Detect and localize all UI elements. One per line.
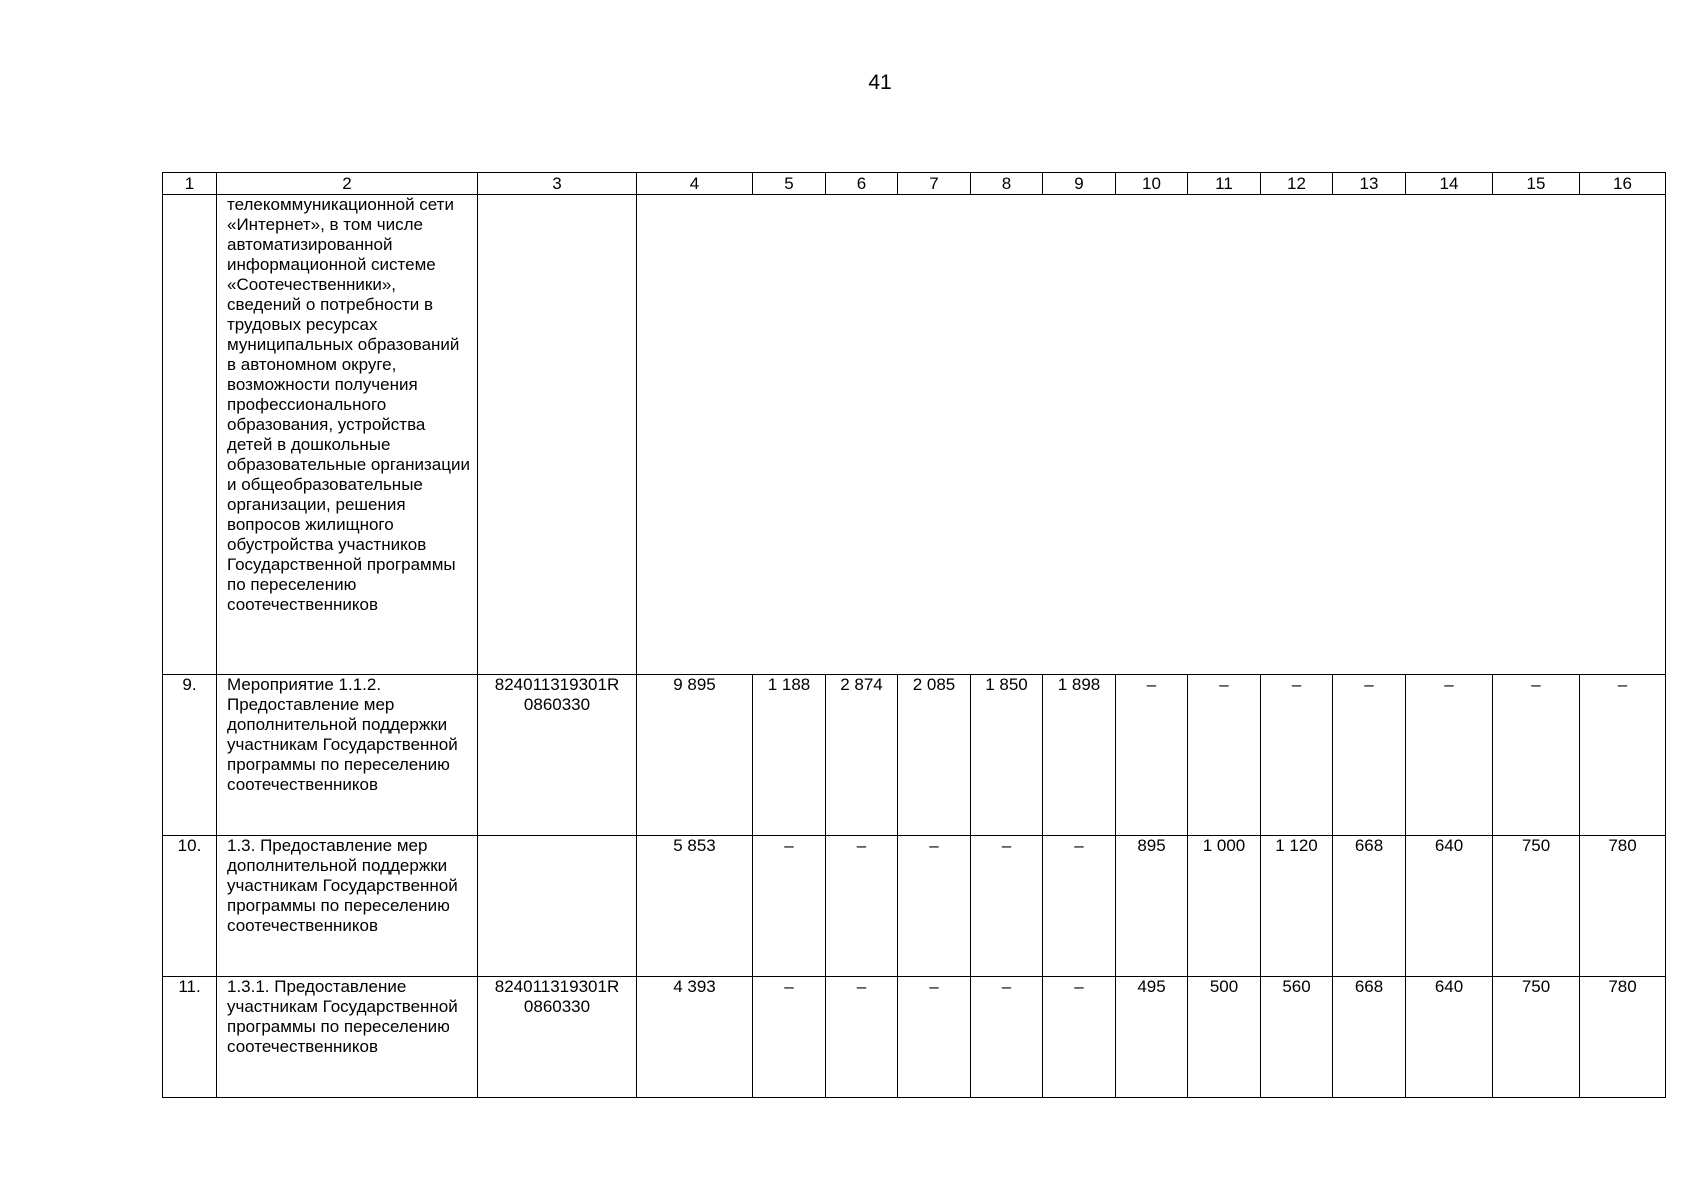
value-cell: –	[826, 977, 898, 1098]
header-cell: 14	[1406, 173, 1493, 195]
value-cell: –	[1261, 675, 1333, 836]
header-cell: 9	[1043, 173, 1116, 195]
header-cell: 4	[637, 173, 753, 195]
row-number-cell: 9.	[163, 675, 217, 836]
value-cell: –	[898, 836, 971, 977]
value-cell: –	[1188, 675, 1261, 836]
value-cell: 2 874	[826, 675, 898, 836]
value-cell: 5 853	[637, 836, 753, 977]
header-cell: 12	[1261, 173, 1333, 195]
value-cell: 4 393	[637, 977, 753, 1098]
row-code-cell	[478, 195, 637, 675]
value-cell: 560	[1261, 977, 1333, 1098]
value-cell: –	[898, 977, 971, 1098]
value-cell: 640	[1406, 836, 1493, 977]
value-cell: 668	[1333, 836, 1406, 977]
header-cell: 15	[1493, 173, 1580, 195]
row-description-cell: 1.3.1. Предоставление участникам Государственной программы по переселению соотечественников	[217, 977, 478, 1098]
value-cell: 750	[1493, 836, 1580, 977]
value-cell: –	[1493, 675, 1580, 836]
value-cell: 1 000	[1188, 836, 1261, 977]
value-cell: 1 120	[1261, 836, 1333, 977]
budget-table	[162, 172, 1666, 1098]
value-cell: 1 188	[753, 675, 826, 836]
row-number-cell: 10.	[163, 836, 217, 977]
table-row	[163, 836, 1666, 977]
row-values-empty-cell	[637, 195, 1666, 675]
header-cell: 11	[1188, 173, 1261, 195]
value-cell: –	[1406, 675, 1493, 836]
header-row	[163, 173, 1666, 195]
row-code-cell	[478, 836, 637, 977]
table-row	[163, 977, 1666, 1098]
value-cell: 495	[1116, 977, 1188, 1098]
value-cell: 895	[1116, 836, 1188, 977]
value-cell: 1 898	[1043, 675, 1116, 836]
value-cell: –	[753, 836, 826, 977]
table-row	[163, 675, 1666, 836]
row-number-cell: 11.	[163, 977, 217, 1098]
header-cell: 3	[478, 173, 637, 195]
table-row	[163, 195, 1666, 675]
value-cell: –	[753, 977, 826, 1098]
row-code-cell: 824011319301R 0860330	[478, 977, 637, 1098]
header-cell: 2	[217, 173, 478, 195]
header-cell: 8	[971, 173, 1043, 195]
value-cell: 780	[1580, 977, 1666, 1098]
value-cell: 9 895	[637, 675, 753, 836]
value-cell: 780	[1580, 836, 1666, 977]
value-cell: 500	[1188, 977, 1261, 1098]
value-cell: –	[1580, 675, 1666, 836]
row-number-cell	[163, 195, 217, 675]
page-number: 41	[868, 71, 892, 94]
value-cell: 750	[1493, 977, 1580, 1098]
value-cell: –	[1043, 836, 1116, 977]
row-description-cell: Мероприятие 1.1.2. Предоставление мер дополнительной поддержки участникам Государственной программы по переселению соотечественников	[217, 675, 478, 836]
header-cell: 16	[1580, 173, 1666, 195]
value-cell: –	[1043, 977, 1116, 1098]
value-cell: 640	[1406, 977, 1493, 1098]
value-cell: –	[1116, 675, 1188, 836]
header-cell: 13	[1333, 173, 1406, 195]
row-code-cell: 824011319301R 0860330	[478, 675, 637, 836]
value-cell: –	[971, 836, 1043, 977]
value-cell: 668	[1333, 977, 1406, 1098]
row-description-cell: 1.3. Предоставление мер дополнительной поддержки участникам Государственной программы по переселению соотечественников	[217, 836, 478, 977]
header-cell: 10	[1116, 173, 1188, 195]
value-cell: 2 085	[898, 675, 971, 836]
value-cell: –	[971, 977, 1043, 1098]
header-cell: 1	[163, 173, 217, 195]
value-cell: 1 850	[971, 675, 1043, 836]
header-cell: 6	[826, 173, 898, 195]
header-cell: 5	[753, 173, 826, 195]
value-cell: –	[1333, 675, 1406, 836]
row-description-cell: телекоммуникационной сети «Интернет», в том числе автоматизированной информационной системе «Соотечественники», сведений о потребности в трудовых ресурсах муниципальных образований в автономном округе, возможности получения профессионального образования, устройства детей в дошкольные образовательные организации и общеобразовательные организации, решения вопросов жилищного обустройства участников Государственной программы по переселению соотечественников	[217, 195, 478, 675]
header-cell: 7	[898, 173, 971, 195]
value-cell: –	[826, 836, 898, 977]
